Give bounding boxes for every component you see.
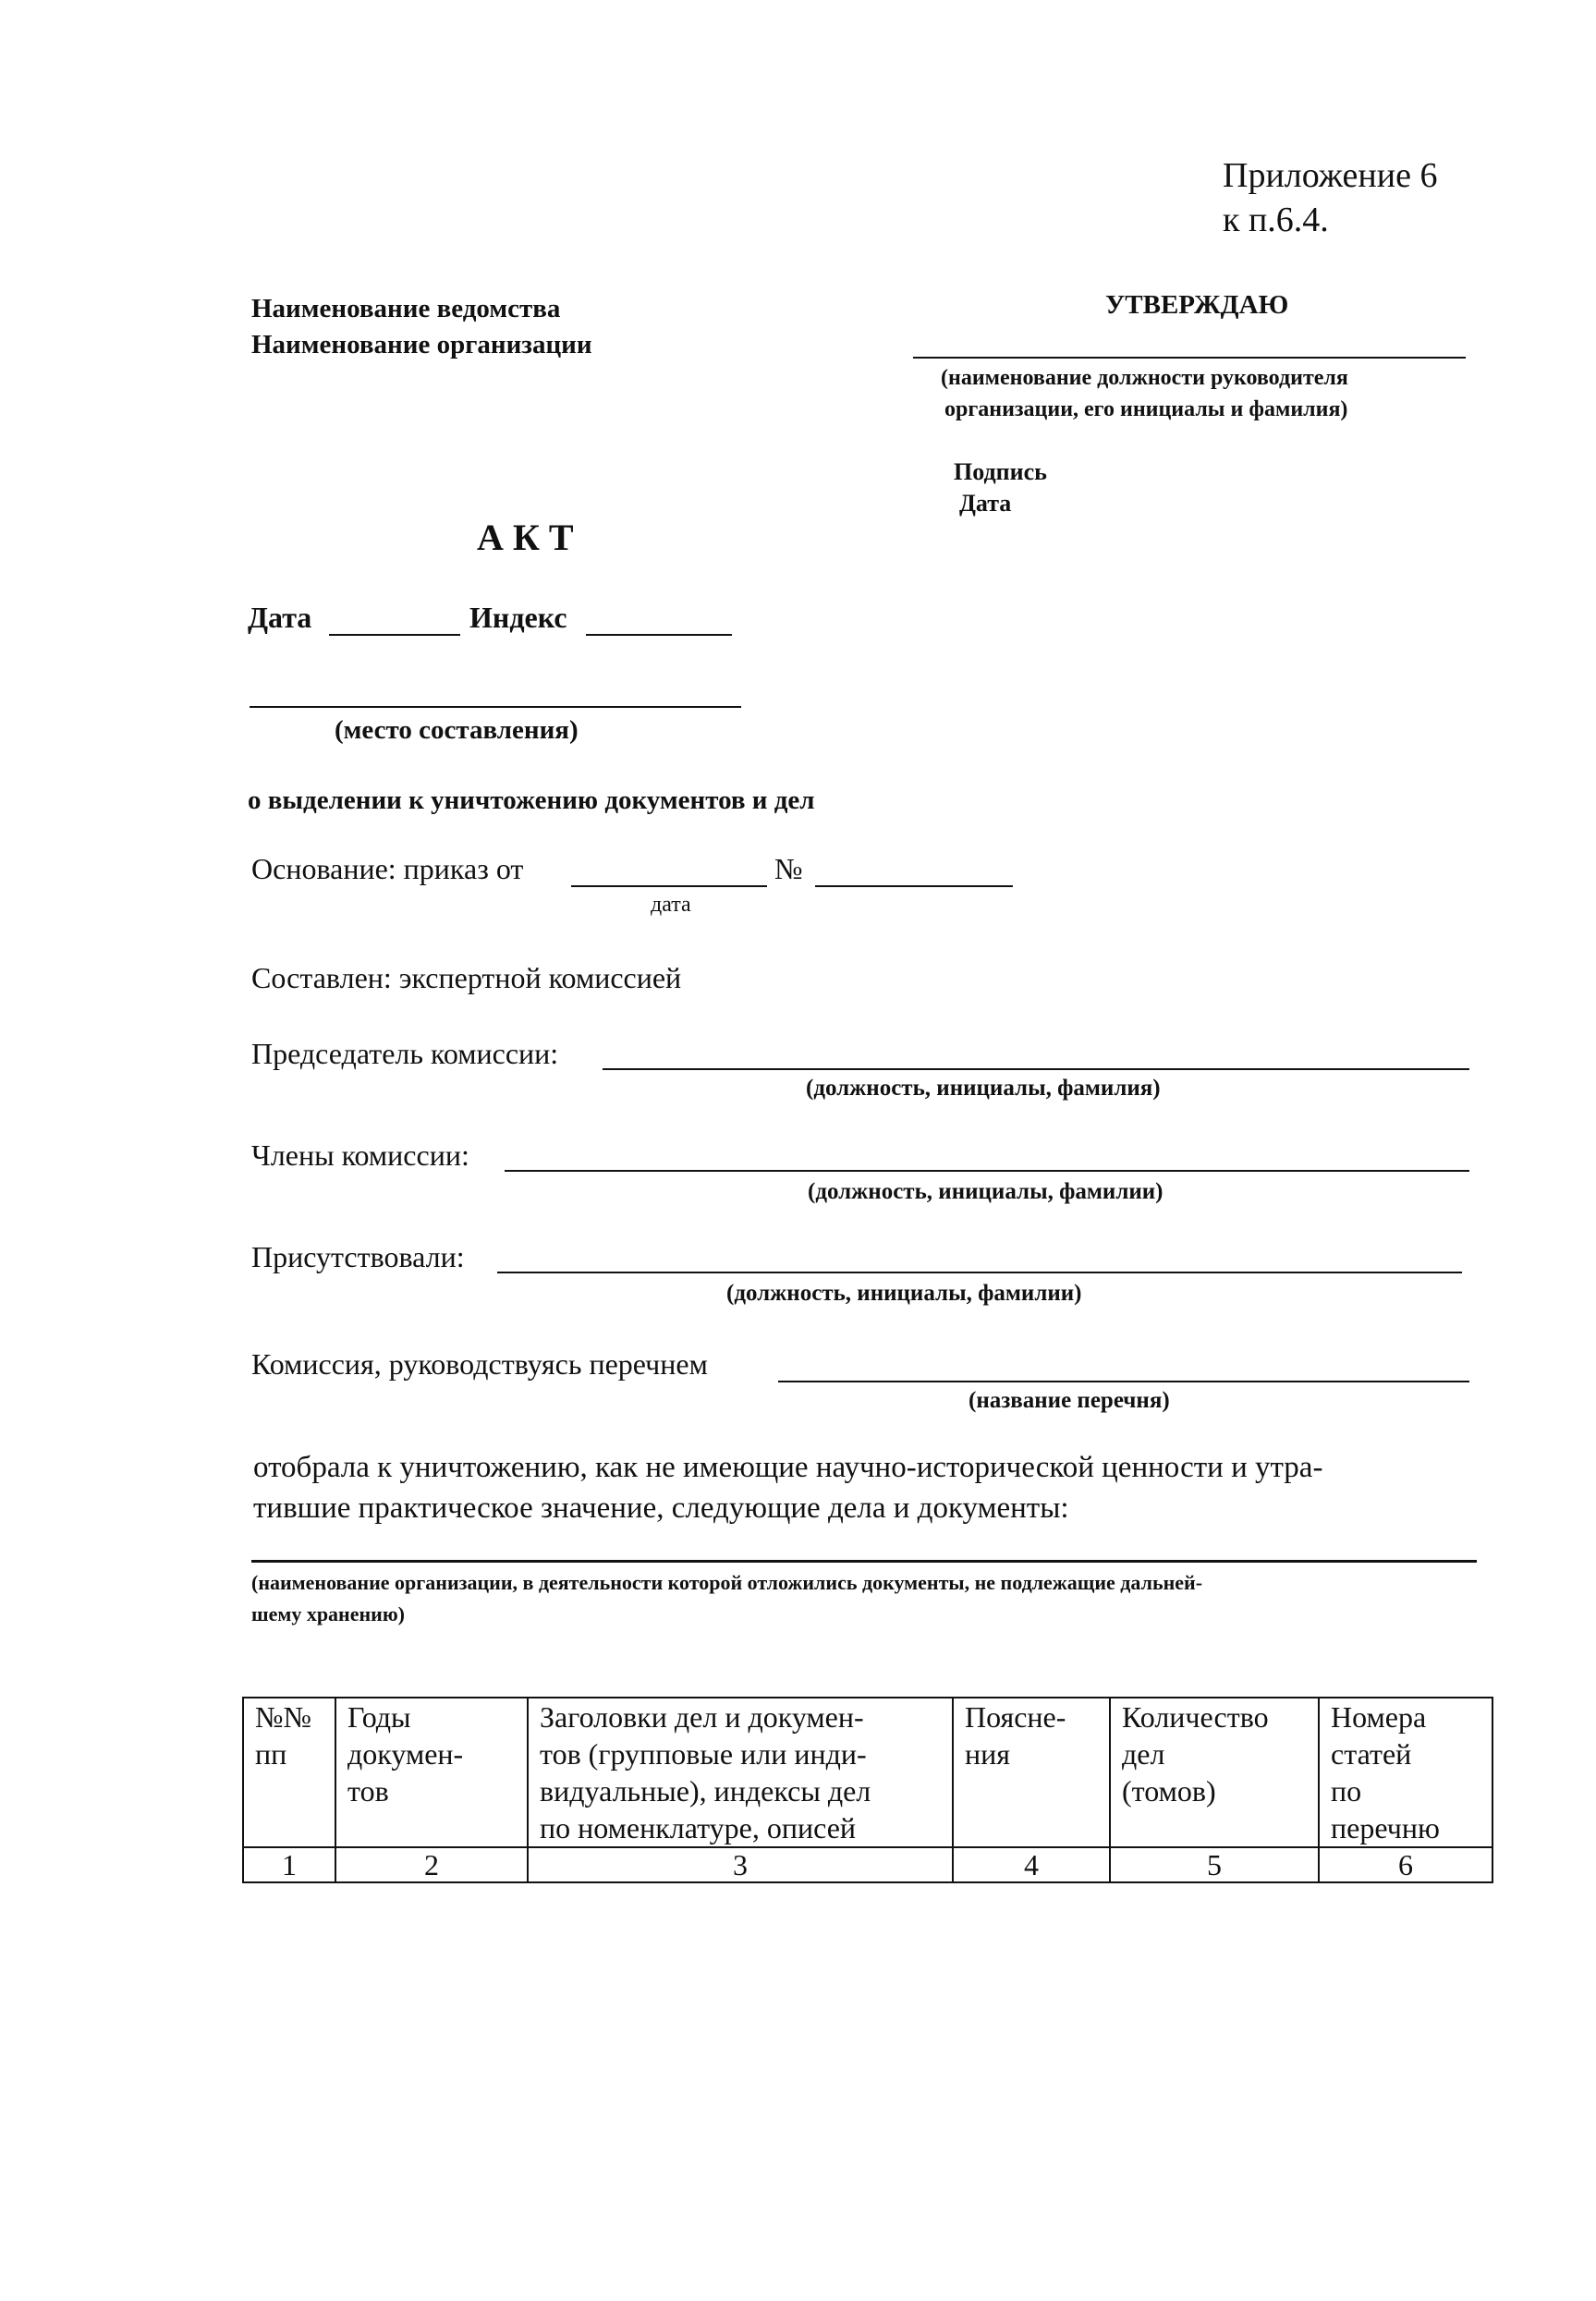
approver-caption-line1: (наименование должности руководителя xyxy=(941,366,1348,390)
members-label: Члены комиссии: xyxy=(251,1138,469,1172)
organization-caption-line1: (наименование организации, в деятельности которой отложились документы, не подлежащие дальней- xyxy=(251,1571,1203,1594)
commission-line xyxy=(778,1381,1469,1382)
approver-caption-line2: организации, его инициалы и фамилия) xyxy=(944,397,1348,421)
header-cell-titles: Заголовки дел и докумен- тов (групповые или инди- видуальные), индексы дел по номенклатуре, описей xyxy=(528,1698,953,1847)
organization-caption-line2: шему хранению) xyxy=(251,1602,405,1625)
act-index-label: Индекс xyxy=(469,601,567,634)
present-caption: (должность, инициалы, фамилии) xyxy=(726,1281,1082,1306)
act-subject: о выделении к уничтожению документов и дел xyxy=(248,785,815,815)
column-number-cell: 2 xyxy=(335,1847,528,1882)
basis-number-line xyxy=(815,885,1013,887)
ministry-name: Наименование ведомства xyxy=(251,294,561,323)
signature-label: Подпись xyxy=(954,458,1047,485)
header-cell-articles: Номера статей по перечню xyxy=(1319,1698,1492,1847)
act-date-label: Дата xyxy=(248,601,312,634)
documents-table xyxy=(242,1697,1493,1883)
basis-number-sign: № xyxy=(774,852,803,885)
act-title: А К Т xyxy=(477,517,574,558)
header-cell-years: Годы докумен- тов xyxy=(335,1698,528,1847)
chairman-line xyxy=(603,1068,1469,1070)
basis-date-line xyxy=(571,885,767,887)
column-number-cell: 5 xyxy=(1110,1847,1319,1882)
header-cell-notes: Поясне- ния xyxy=(953,1698,1110,1847)
column-number-cell: 1 xyxy=(243,1847,335,1882)
header-cell-number: №№ пп xyxy=(243,1698,335,1847)
header-cell-quantity: Количество дел (томов) xyxy=(1110,1698,1319,1847)
present-label: Присутствовали: xyxy=(251,1240,465,1273)
table-column-numbers-row xyxy=(243,1847,1492,1882)
appendix-number: Приложение 6 xyxy=(1223,156,1438,195)
chairman-label: Председатель комиссии: xyxy=(251,1037,559,1070)
compiled-by: Составлен: экспертной комиссией xyxy=(251,961,682,994)
members-line xyxy=(505,1170,1469,1172)
chairman-caption: (должность, инициалы, фамилия) xyxy=(806,1076,1161,1101)
act-date-line xyxy=(329,634,460,636)
place-caption: (место составления) xyxy=(335,715,579,745)
approve-date-label: Дата xyxy=(959,490,1012,517)
table-header-row xyxy=(243,1698,1492,1847)
appendix-reference: к п.6.4. xyxy=(1223,201,1329,239)
act-index-line xyxy=(586,634,732,636)
organization-name: Наименование организации xyxy=(251,330,592,359)
basis-date-caption: дата xyxy=(651,893,691,917)
basis-label: Основание: приказ от xyxy=(251,852,524,885)
approver-line xyxy=(913,357,1466,359)
commission-label: Комиссия, руководствуясь перечнем xyxy=(251,1347,708,1381)
column-number-cell: 3 xyxy=(528,1847,953,1882)
approve-title: УТВЕРЖДАЮ xyxy=(1105,290,1289,320)
column-number-cell: 6 xyxy=(1319,1847,1492,1882)
commission-caption: (название перечня) xyxy=(969,1388,1170,1413)
column-number-cell: 4 xyxy=(953,1847,1110,1882)
selected-text-line2: тившие практическое значение, следующие дела и документы: xyxy=(253,1491,1069,1525)
place-line xyxy=(250,706,741,708)
present-line xyxy=(497,1272,1462,1273)
members-caption: (должность, инициалы, фамилии) xyxy=(808,1179,1163,1204)
selected-text-line1: отобрала к уничтожению, как не имеющие научно-исторической ценности и утра- xyxy=(253,1451,1323,1484)
organization-line xyxy=(251,1560,1477,1563)
